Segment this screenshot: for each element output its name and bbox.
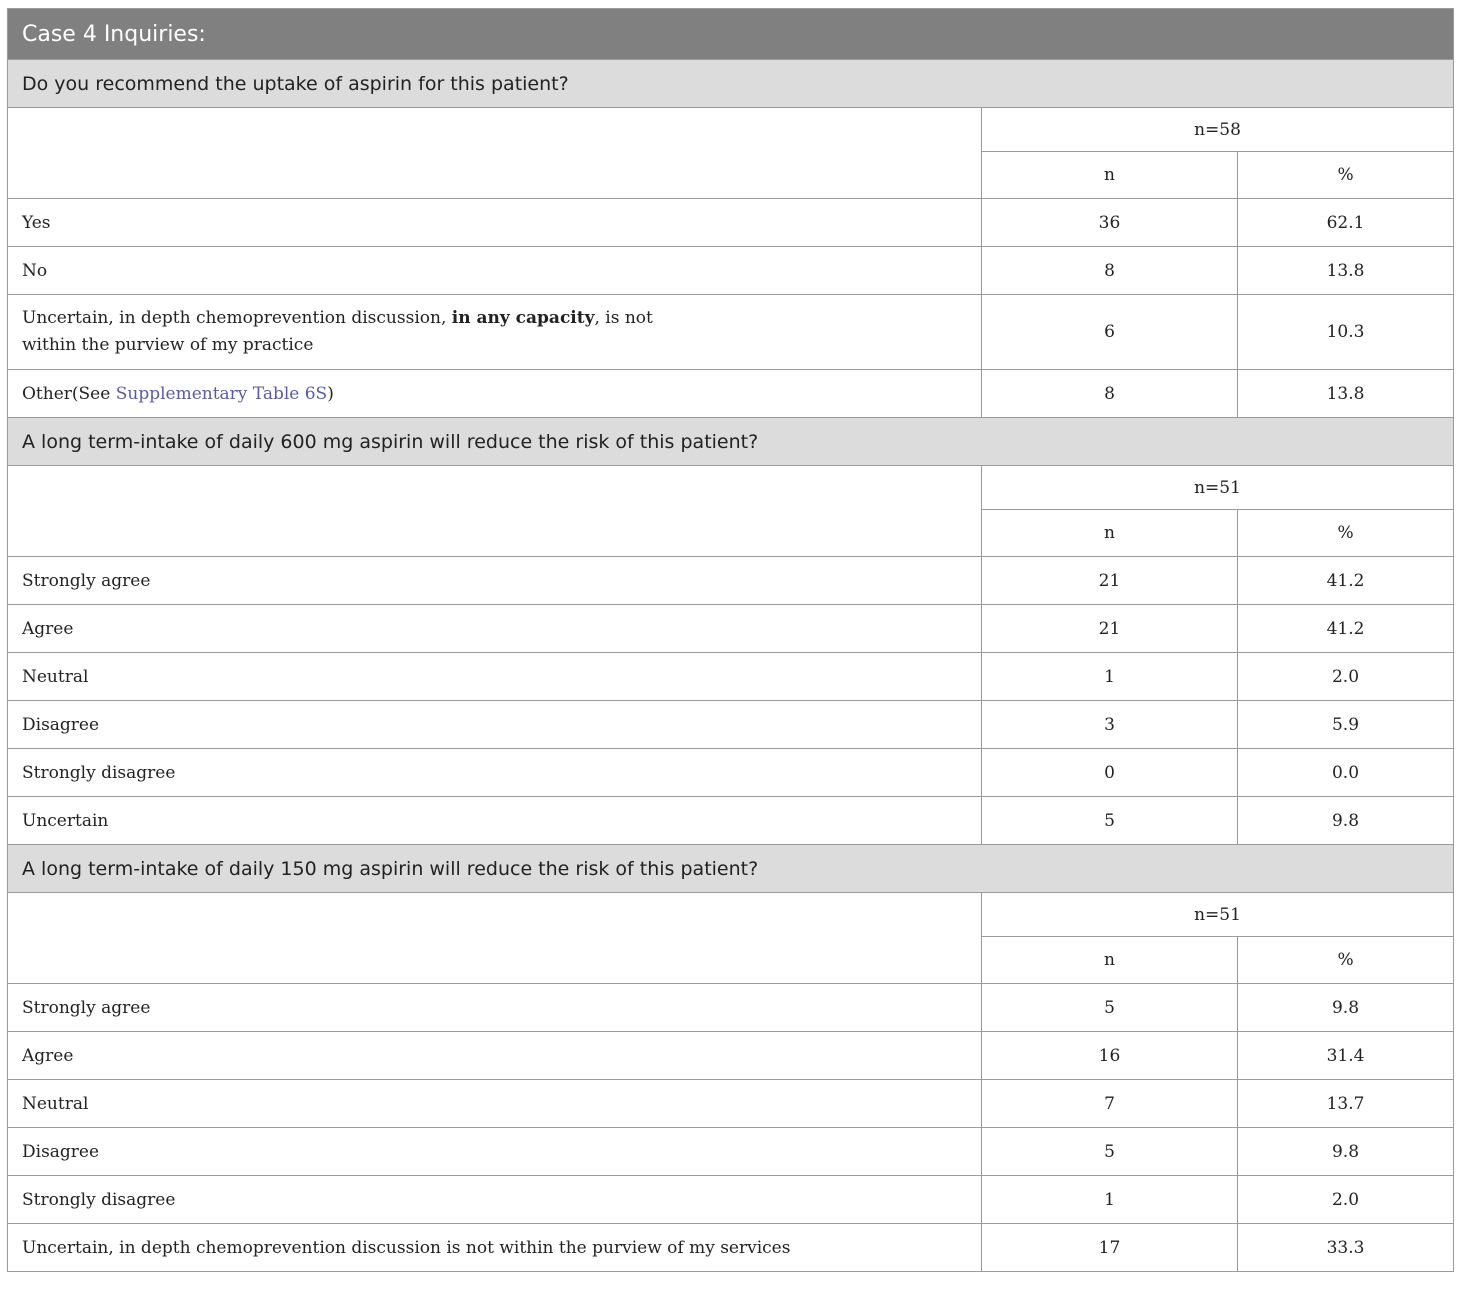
- row-label: Strongly agree: [8, 557, 982, 605]
- row-label-other: [8, 370, 982, 418]
- row-n: 3: [982, 701, 1238, 749]
- row-n: 5: [982, 1128, 1238, 1176]
- q1-col-n: n: [982, 152, 1238, 199]
- row-label-part: ): [327, 383, 334, 404]
- q1-col-pct: %: [1238, 152, 1454, 199]
- row-label: Uncertain: [8, 797, 982, 845]
- row-n: 17: [982, 1224, 1238, 1272]
- row-n: 21: [982, 605, 1238, 653]
- row-pct: 9.8: [1238, 984, 1454, 1032]
- row-n: 6: [982, 295, 1238, 370]
- q2-n-total: n=51: [982, 466, 1454, 510]
- row-label: Strongly agree: [8, 984, 982, 1032]
- row-label: Agree: [8, 1032, 982, 1080]
- row-n: 8: [982, 247, 1238, 295]
- row-pct: 62.1: [1238, 199, 1454, 247]
- row-label-part: within the purview of my practice: [22, 335, 314, 355]
- table-row: [8, 557, 1454, 605]
- table-row: [8, 605, 1454, 653]
- question-1: Do you recommend the uptake of aspirin for this patient?: [8, 60, 1454, 108]
- row-label: Agree: [8, 605, 982, 653]
- row-pct: 31.4: [1238, 1032, 1454, 1080]
- question-3: A long term-intake of daily 150 mg aspirin will reduce the risk of this patient?: [8, 845, 1454, 893]
- row-pct: 0.0: [1238, 749, 1454, 797]
- row-n: 0: [982, 749, 1238, 797]
- table-row: [8, 199, 1454, 247]
- question-2: A long term-intake of daily 600 mg aspirin will reduce the risk of this patient?: [8, 418, 1454, 466]
- row-label: Neutral: [8, 1080, 982, 1128]
- row-label: Disagree: [8, 701, 982, 749]
- row-n: 7: [982, 1080, 1238, 1128]
- header-blank-3: [8, 893, 982, 984]
- row-pct: 10.3: [1238, 295, 1454, 370]
- table-row: [8, 797, 1454, 845]
- row-label-part: , is not: [594, 308, 653, 328]
- row-label: Yes: [8, 199, 982, 247]
- q3-col-n: n: [982, 937, 1238, 984]
- table-row: [8, 247, 1454, 295]
- table-row: [8, 1224, 1454, 1272]
- header-blank-1: [8, 108, 982, 199]
- table-row: [8, 1080, 1454, 1128]
- row-n: 5: [982, 797, 1238, 845]
- table-row: [8, 295, 1454, 370]
- row-n: 5: [982, 984, 1238, 1032]
- row-pct: 33.3: [1238, 1224, 1454, 1272]
- q3-n-total: n=51: [982, 893, 1454, 937]
- row-pct: 9.8: [1238, 797, 1454, 845]
- row-n: 1: [982, 1176, 1238, 1224]
- q3-col-pct: %: [1238, 937, 1454, 984]
- row-pct: 13.8: [1238, 247, 1454, 295]
- q2-col-pct: %: [1238, 510, 1454, 557]
- row-n: 8: [982, 370, 1238, 418]
- row-pct: 5.9: [1238, 701, 1454, 749]
- row-label: Disagree: [8, 1128, 982, 1176]
- row-pct: 41.2: [1238, 557, 1454, 605]
- row-label-part: Other(See: [22, 383, 116, 404]
- table-row: [8, 984, 1454, 1032]
- table-title: Case 4 Inquiries:: [8, 9, 1454, 60]
- table-row: [8, 749, 1454, 797]
- q2-col-n: n: [982, 510, 1238, 557]
- row-label: Strongly disagree: [8, 749, 982, 797]
- row-label: Strongly disagree: [8, 1176, 982, 1224]
- row-label-uncertain: [8, 295, 982, 370]
- row-pct: 13.8: [1238, 370, 1454, 418]
- table-row: [8, 701, 1454, 749]
- row-pct: 9.8: [1238, 1128, 1454, 1176]
- table-row: [8, 1128, 1454, 1176]
- row-label-emphasis: in any capacity: [451, 308, 595, 328]
- supplementary-table-link[interactable]: Supplementary Table 6S: [115, 383, 328, 404]
- row-label: Neutral: [8, 653, 982, 701]
- row-n: 1: [982, 653, 1238, 701]
- row-label: No: [8, 247, 982, 295]
- table-row: [8, 653, 1454, 701]
- row-label-part: Uncertain, in depth chemoprevention discussion,: [22, 308, 452, 328]
- table-row: [8, 1176, 1454, 1224]
- header-blank-2: [8, 466, 982, 557]
- q1-n-total: n=58: [982, 108, 1454, 152]
- row-n: 16: [982, 1032, 1238, 1080]
- row-n: 21: [982, 557, 1238, 605]
- case4-survey-table: [7, 8, 1454, 1272]
- row-pct: 2.0: [1238, 1176, 1454, 1224]
- row-pct: 13.7: [1238, 1080, 1454, 1128]
- table-row: [8, 370, 1454, 418]
- table-row: [8, 1032, 1454, 1080]
- row-n: 36: [982, 199, 1238, 247]
- row-pct: 41.2: [1238, 605, 1454, 653]
- row-label: Uncertain, in depth chemoprevention discussion is not within the purview of my services: [8, 1224, 982, 1272]
- row-pct: 2.0: [1238, 653, 1454, 701]
